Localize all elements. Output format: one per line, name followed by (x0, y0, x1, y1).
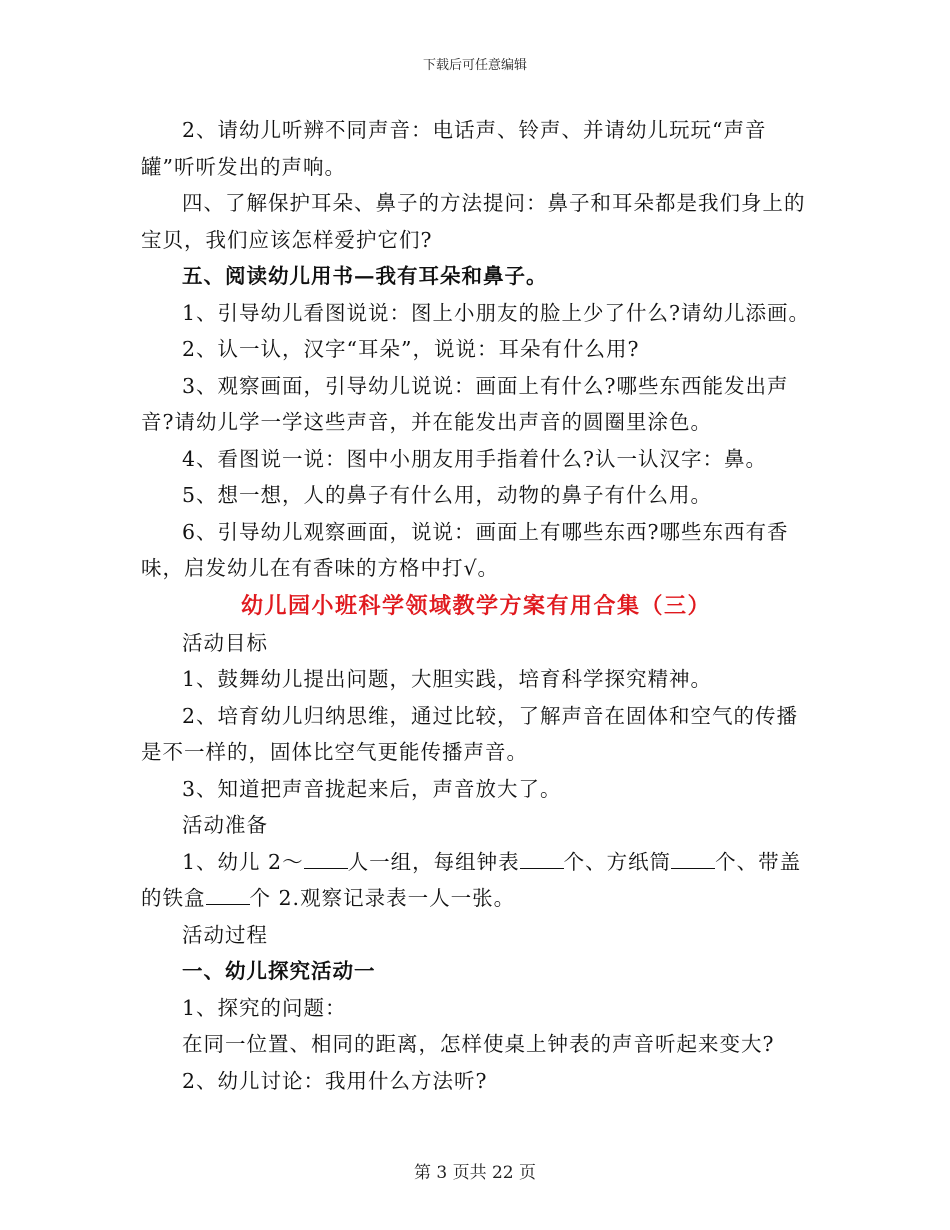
goal-2: 2、培育幼儿归纳思维，通过比较，了解声音在固体和空气的传播是不一样的，固体比空气更能传播声音。 (141, 703, 799, 764)
heading-explore-1: 一、幼儿探究活动一 (182, 959, 376, 983)
blocks-top (141, 112, 811, 844)
para-6-guide: 6、引导幼儿观察画面，说说：画面上有哪些东西?哪些东西有香味，启发幼儿在有香味的方格中打√。 (141, 519, 789, 580)
blank-1 (304, 850, 348, 869)
prep-text-1: 1、幼儿 2～ (182, 849, 304, 874)
heading-5-read: 五、阅读幼儿用书—我有耳朵和鼻子。 (182, 264, 548, 288)
document-body (141, 112, 811, 1099)
explore-question-label: 1、探究的问题： (182, 995, 347, 1020)
explore-discuss: 2、幼儿讨论：我用什么方法听? (182, 1068, 488, 1093)
page-footer: 第 3 页共 22 页 (413, 1163, 537, 1183)
para-2-listen: 2、请幼儿听辨不同声音：电话声、铃声、并请幼儿玩玩“声音罐”听听发出的声响。 (141, 118, 767, 179)
goal-3: 3、知道把声音拢起来后，声音放大了。 (182, 776, 562, 801)
para-2-recognize: 2、认一认，汉字“耳朵”，说说：耳朵有什么用? (182, 337, 640, 361)
explore-question: 在同一位置、相同的距离，怎样使桌上钟表的声音听起来变大? (182, 1032, 775, 1056)
prep-text-4: 个、带盖的铁盒 (141, 849, 802, 910)
blocks-bottom (141, 917, 811, 1100)
para-5-think: 5、想一想，人的鼻子有什么用，动物的鼻子有什么用。 (182, 483, 713, 507)
label-prep: 活动准备 (182, 813, 268, 837)
label-process: 活动过程 (182, 922, 268, 947)
blank-4 (206, 886, 250, 905)
para-3-observe: 3、观察画面，引导幼儿说说：画面上有什么?哪些东西能发出声音?请幼儿学一学这些声音，并在能发出声音的圆圈里涂色。 (141, 373, 789, 434)
section-title: 幼儿园小班科学领域教学方案有用合集（三） (240, 592, 711, 619)
prep-text-2: 人一组，每组钟表 (347, 849, 520, 874)
goal-1: 1、鼓舞幼儿提出问题，大胆实践，培育科学探究精神。 (182, 667, 713, 691)
prep-text-3: 个、方纸筒 (563, 849, 672, 874)
page-header: 下载后可任意编辑 (422, 58, 527, 73)
prep-item-1 (141, 844, 811, 917)
label-goal: 活动目标 (182, 630, 268, 655)
para-4-protect: 四、了解保护耳朵、鼻子的方法提问：鼻子和耳朵都是我们身上的宝贝，我们应该怎样爱护它们? (141, 191, 806, 252)
para-1-look: 1、引导幼儿看图说说：图上小朋友的脸上少了什么?请幼儿添画。 (182, 300, 811, 325)
prep-text-5: 个 2.观察记录表一人一张。 (249, 886, 516, 910)
blank-2 (520, 850, 564, 869)
para-4-look-say: 4、看图说一说：图中小朋友用手指着什么?认一认汉字：鼻。 (182, 446, 768, 471)
blank-3 (671, 850, 715, 869)
